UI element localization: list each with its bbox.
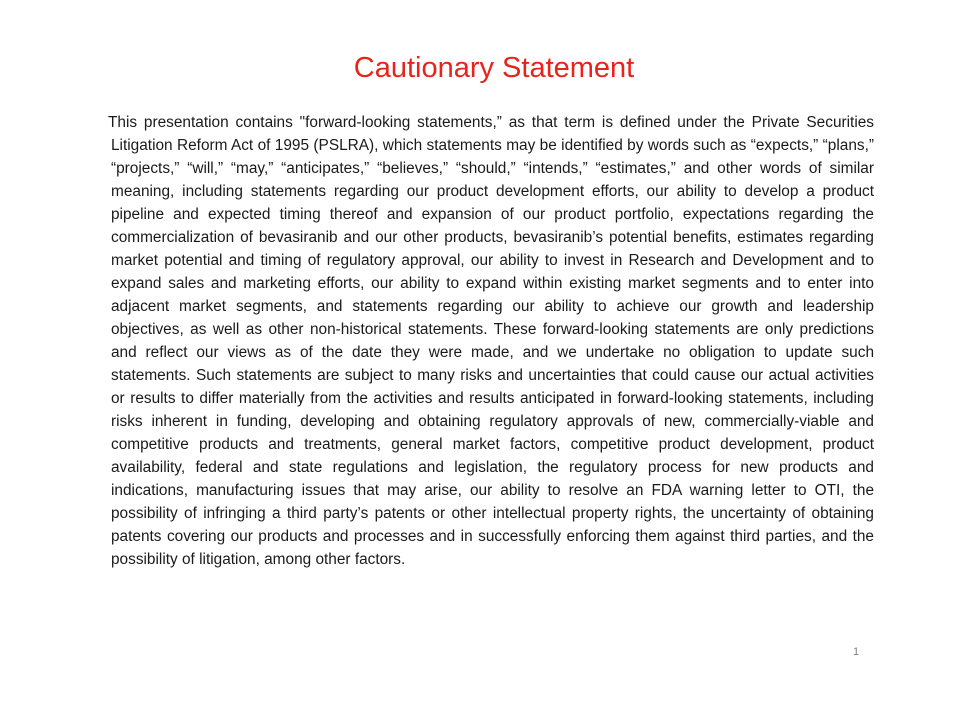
page-number: 1 bbox=[852, 646, 860, 658]
cautionary-statement-body: This presentation contains "forward-looking statements,” as that term is defined under the Private Securities Litigation Reform Act of 1995 (PSLRA), which statements may be identified by words such as “expects,” “plans,” “projects,” “will,” “may,” “anticipates,” “believes,” “should,” “intends,” “estimates,” and other words of similar meaning, including statements regarding our product development efforts, our ability to develop a product pipeline and expected timing thereof and expansion of our product portfolio, expectations regarding the commercialization of bevasiranib and our other products, bevasiranib’s potential benefits, estimates regarding market potential and timing of regulatory approval, our ability to invest in Research and Development and to expand sales and marketing efforts, our ability to expand within existing market segments and to enter into adjacent market segments, and statements regarding our ability to achieve our growth and leadership objectives, as well as other non-historical statements. These forward-looking statements are only predictions and reflect our views as of the date they were made, and we undertake no obligation to update such statements. Such statements are subject to many risks and uncertainties that could cause our actual activities or results to differ materially from the activities and results anticipated in forward-looking statements, including risks inherent in funding, developing and obtaining regulatory approvals of new, commercially-viable and competitive products and treatments, general market factors, competitive product development, product availability, federal and state regulations and legislation, the regulatory process for new products and indications, manufacturing issues that may arise, our ability to resolve an FDA warning letter to OTI, the possibility of infringing a third party’s patents or other intellectual property rights, the uncertainty of obtaining patents covering our products and processes and in successfully enforcing them against third parties, and the possibility of litigation, among other factors. bbox=[108, 114, 874, 568]
slide-title: Cautionary Statement bbox=[353, 52, 635, 84]
